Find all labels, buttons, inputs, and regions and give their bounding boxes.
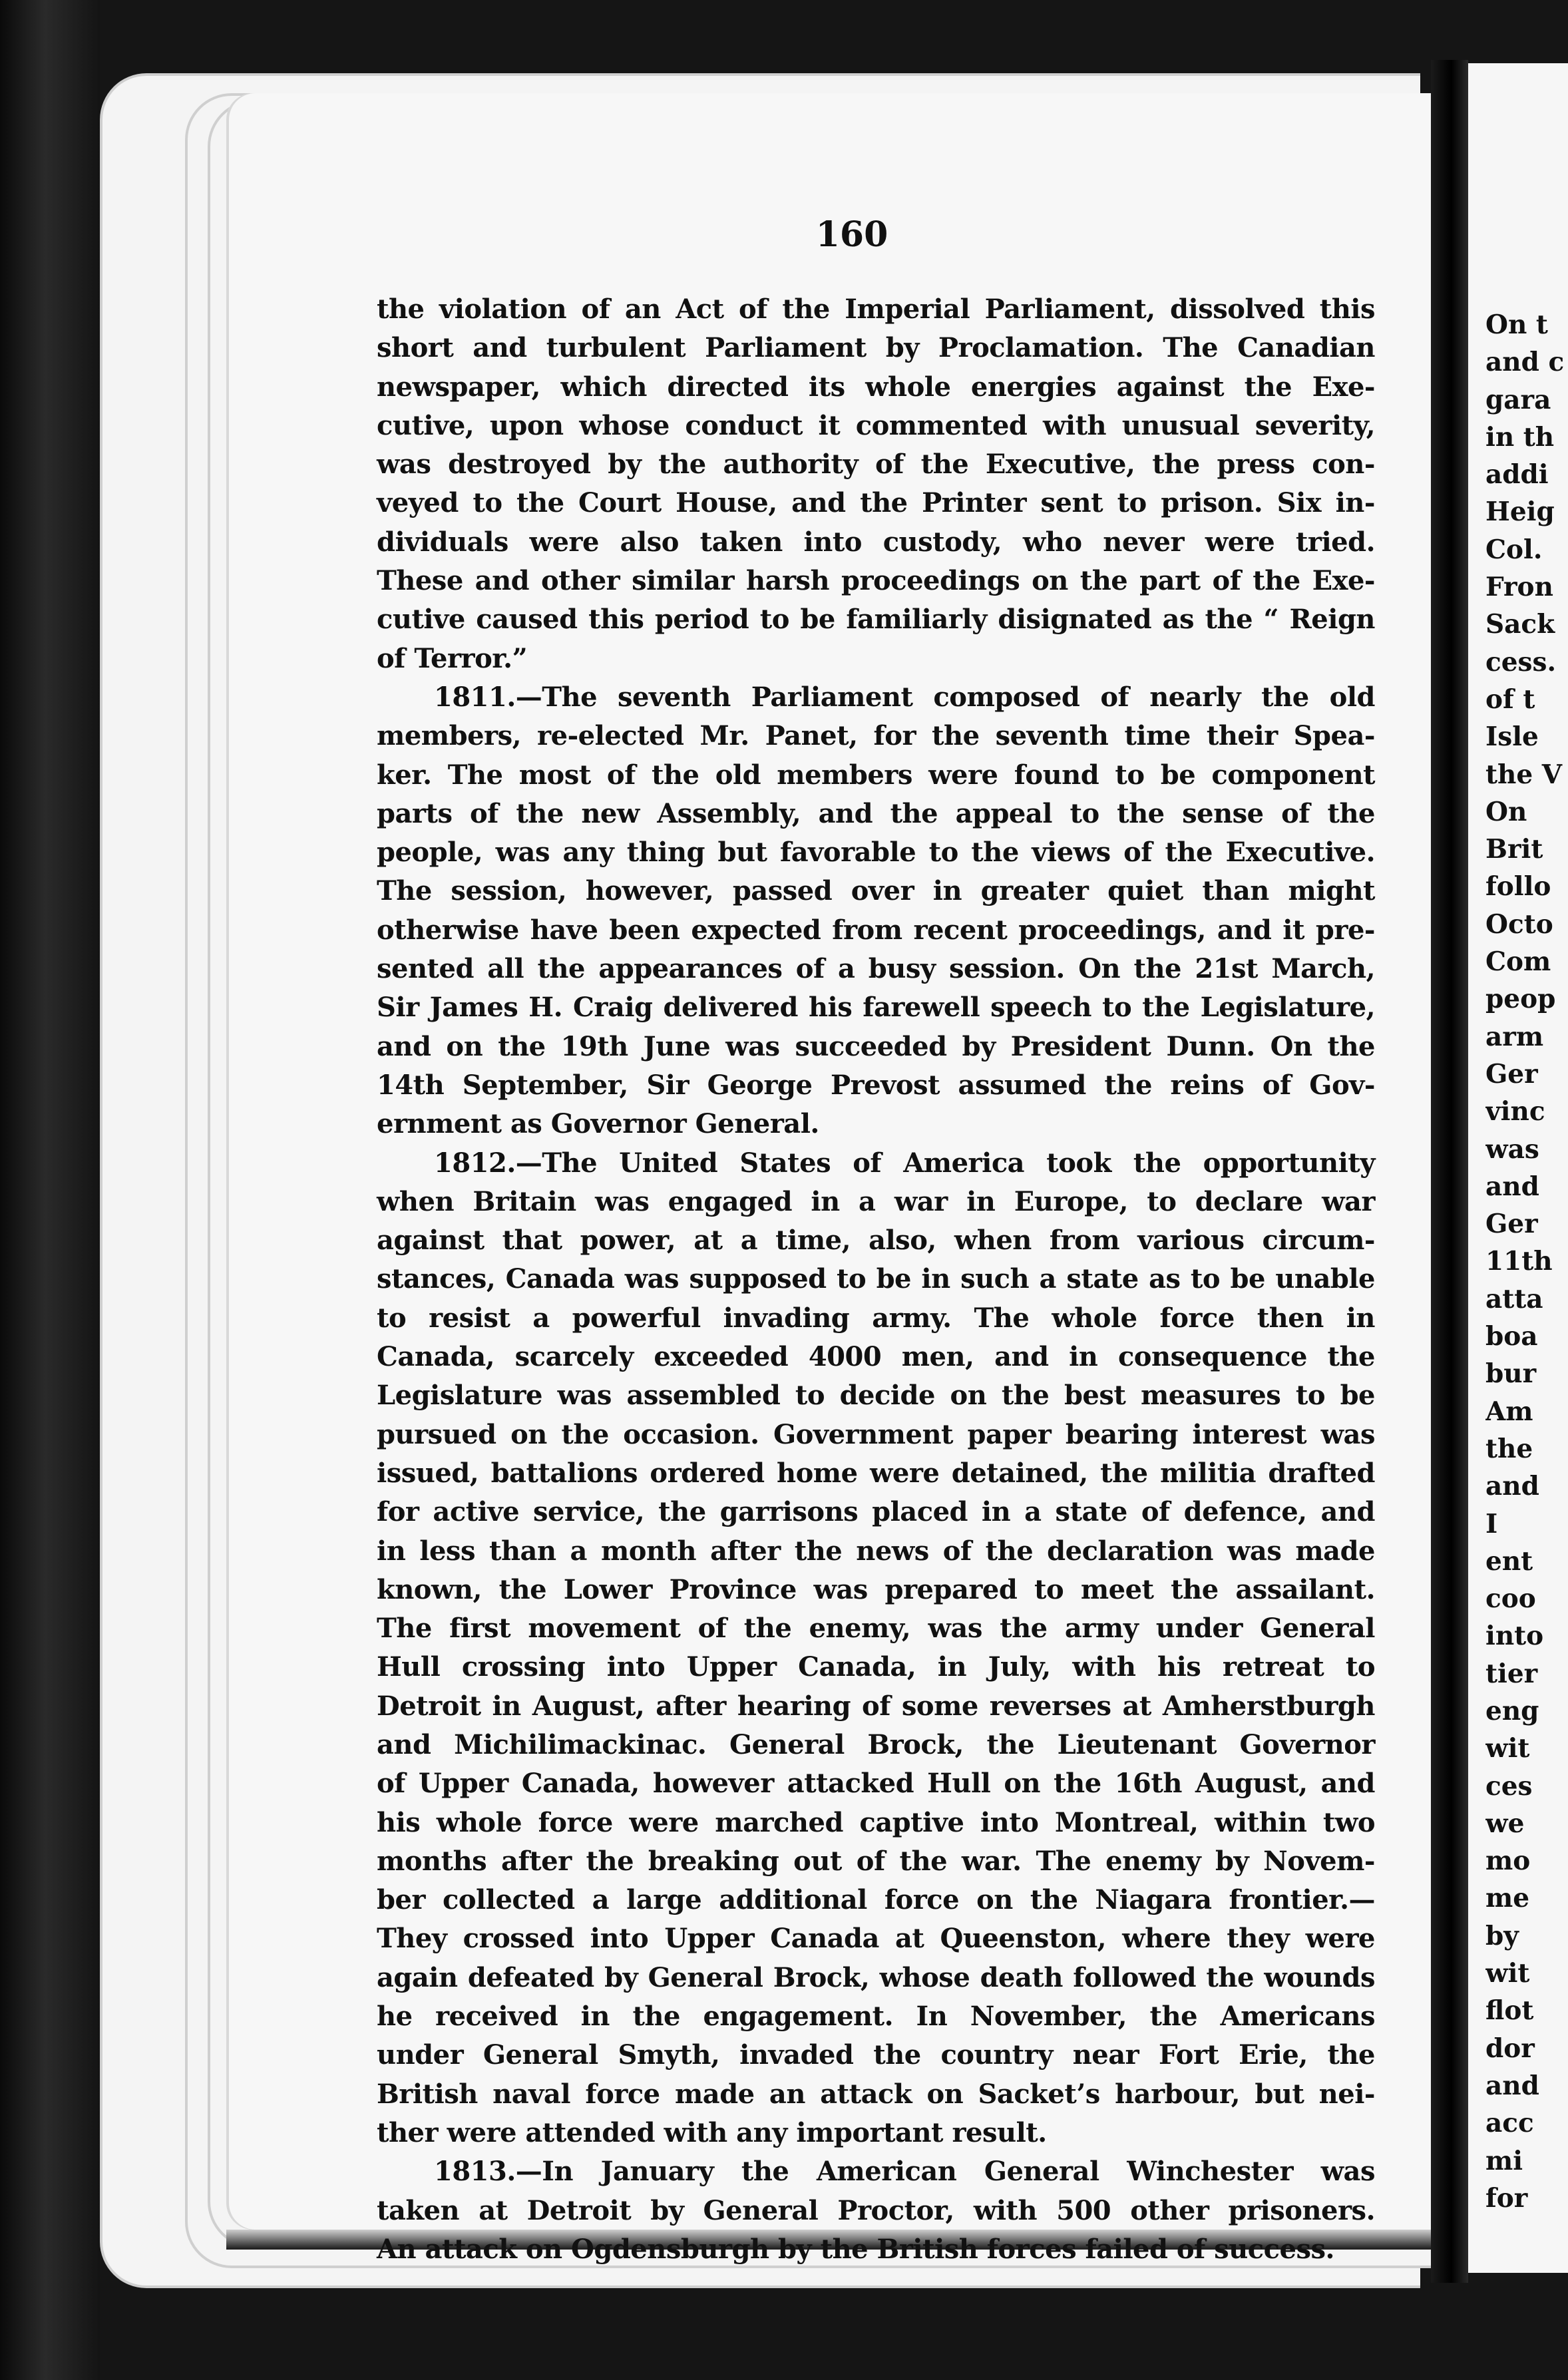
facing-page-fragment: Octo [1485, 908, 1553, 940]
book-spine-shadow [0, 0, 100, 2380]
text-line: An attack on Ogdensburgh by the British forces failed of success. [377, 2233, 1334, 2265]
facing-page-fragment: On t [1485, 309, 1548, 340]
facing-page-fragment: eng [1485, 1695, 1539, 1726]
text-line: issued, battalions ordered home were detained, the militia drafted [377, 1457, 1375, 1489]
facing-page-fragment: bur [1485, 1358, 1537, 1390]
text-line: against that power, at a time, also, when from various circum- [377, 1225, 1375, 1257]
facing-page-fragment: for [1485, 2182, 1528, 2214]
facing-page-fragment: dor [1485, 2033, 1535, 2064]
text-line: and Michilimackinac. General Brock, the Lieutenant Governor [377, 1728, 1375, 1760]
text-line: of Upper Canada, however attacked Hull on the 16th August, and [377, 1768, 1375, 1800]
text-line: Legislature was assembled to decide on the best measures to be [377, 1380, 1375, 1412]
text-line: in less than a month after the news of the declaration was made [377, 1535, 1375, 1567]
facing-page-fragment: Ger [1485, 1209, 1538, 1240]
text-line: for active service, the garrisons placed in a state of defence, and [377, 1496, 1375, 1528]
facing-page-fragment: 11th [1485, 1246, 1553, 1277]
facing-page-fragment: and c [1485, 347, 1565, 378]
facing-page-fragment: me [1485, 1883, 1530, 1914]
text-line: 1812.—The United States of America took the opportunity [434, 1147, 1375, 1179]
text-line: again defeated by General Brock, whose death followed the wounds [377, 1961, 1375, 1993]
facing-page-fragment: vinc [1485, 1096, 1545, 1127]
facing-page-fragment: acc [1485, 2108, 1534, 2139]
facing-page-fragment: by [1485, 1920, 1519, 1951]
text-line: of Terror.” [377, 642, 528, 674]
text-line: cutive caused this period to be familiarly disignated as the “ Reign [377, 604, 1375, 636]
facing-page-fragment: and [1485, 2070, 1539, 2101]
facing-page-fragment: arm [1485, 1021, 1544, 1052]
text-line: veyed to the Court House, and the Printer sent to prison. Six in- [377, 487, 1375, 519]
facing-page-fragment: mi [1485, 2145, 1523, 2176]
facing-page-text-fragments [1485, 306, 1568, 2217]
facing-page-fragment: ent [1485, 1545, 1533, 1577]
text-line: otherwise have been expected from recent proceedings, and it pre- [377, 914, 1375, 946]
facing-page-fragment: the V [1485, 759, 1563, 790]
text-line: Detroit in August, after hearing of some reverses at Amherstburgh [377, 1690, 1375, 1722]
text-line: They crossed into Upper Canada at Queenston, where they were [377, 1923, 1375, 1955]
facing-page-fragment: Ger [1485, 1058, 1538, 1090]
text-line: months after the breaking out of the war. The enemy by Novem- [377, 1845, 1375, 1877]
facing-page-fragment: of t [1485, 684, 1535, 715]
text-line: 1813.—In January the American General Winchester was [434, 2156, 1375, 2188]
text-line: dividuals were also taken into custody, who never were tried. [377, 526, 1375, 558]
facing-page-fragment: Fron [1485, 572, 1553, 603]
facing-page-fragment: was [1485, 1133, 1539, 1165]
text-line: British naval force made an attack on Sacket’s harbour, but nei- [377, 2078, 1375, 2110]
facing-page-fragment: and [1485, 1171, 1539, 1202]
text-line: The session, however, passed over in greater quiet than might [377, 875, 1375, 907]
text-line: The first movement of the enemy, was the army under General [377, 1613, 1375, 1645]
facing-page-fragment: Com [1485, 946, 1551, 978]
facing-page-fragment: flot [1485, 1995, 1534, 2027]
book-gutter [1431, 60, 1468, 2283]
text-line: Sir James H. Craig delivered his farewell speech to the Legislature, [377, 992, 1375, 1024]
text-line: Canada, scarcely exceeded 4000 men, and in consequence the [377, 1341, 1375, 1373]
facing-page-fragment: boa [1485, 1321, 1538, 1352]
facing-page-fragment: Isle [1485, 721, 1539, 753]
text-line: members, re-elected Mr. Panet, for the seventh time their Spea- [377, 720, 1375, 752]
facing-page-fragment: tier [1485, 1658, 1538, 1689]
facing-page-fragment: I [1485, 1508, 1498, 1539]
text-line: ber collected a large additional force on the Niagara frontier.— [377, 1884, 1375, 1916]
text-line: These and other similar harsh proceedings on the part of the Exe- [377, 565, 1375, 597]
facing-page-fragment: wit [1485, 1958, 1530, 1989]
facing-page-fragment: Heig [1485, 496, 1555, 528]
facing-page-fragment: cess. [1485, 646, 1557, 678]
text-line: 14th September, Sir George Prevost assumed the reins of Gov- [377, 1069, 1375, 1101]
facing-page-fragment: gara [1485, 384, 1551, 415]
text-line: people, was any thing but favorable to the views of the Executive. [377, 837, 1375, 869]
facing-page-fragment: Sack [1485, 609, 1555, 640]
text-line: was destroyed by the authority of the Executive, the press con- [377, 449, 1375, 481]
text-line: newspaper, which directed its whole energies against the Exe- [377, 371, 1375, 403]
text-line: taken at Detroit by General Proctor, with 500 other prisoners. [377, 2194, 1375, 2226]
text-line: pursued on the occasion. Government paper bearing interest was [377, 1418, 1375, 1450]
facing-page-fragment: atta [1485, 1283, 1543, 1314]
text-line: known, the Lower Province was prepared to meet the assailant. [377, 1573, 1375, 1605]
facing-page-fragment: and [1485, 1471, 1539, 1502]
text-line: Hull crossing into Upper Canada, in July, with his retreat to [377, 1651, 1375, 1683]
facing-page-fragment: Col. [1485, 534, 1543, 565]
facing-page-fragment: wit [1485, 1733, 1530, 1764]
text-line: when Britain was engaged in a war in Europe, to declare war [377, 1185, 1375, 1217]
facing-page-fragment: ces [1485, 1770, 1533, 1802]
text-line: parts of the new Assembly, and the appeal to the sense of the [377, 797, 1375, 829]
facing-page-fragment: addi [1485, 459, 1549, 491]
facing-page-fragment: On [1485, 796, 1527, 827]
facing-page-fragment: into [1485, 1621, 1544, 1652]
text-line: ther were attended with any important result. [377, 2116, 1047, 2148]
facing-page-fragment: coo [1485, 1583, 1536, 1615]
text-line: ker. The most of the old members were found to be component [377, 759, 1375, 791]
text-line: and on the 19th June was succeeded by President Dunn. On the [377, 1030, 1375, 1062]
text-line: he received in the engagement. In November, the Americans [377, 2001, 1375, 2033]
text-line: the violation of an Act of the Imperial Parliament, dissolved this [377, 294, 1375, 325]
text-line: ernment as Governor General. [377, 1108, 819, 1140]
facing-page-fragment: the [1485, 1433, 1533, 1464]
text-line: stances, Canada was supposed to be in such a state as to be unable [377, 1263, 1375, 1295]
text-line: cutive, upon whose conduct it commented with unusual severity, [377, 409, 1375, 441]
facing-page-fragment: peop [1485, 984, 1556, 1015]
facing-page-fragment: follo [1485, 871, 1551, 902]
text-line: under General Smyth, invaded the country near Fort Erie, the [377, 2039, 1375, 2071]
text-line: short and turbulent Parliament by Proclamation. The Canadian [377, 332, 1375, 364]
facing-page-fragment: Am [1485, 1396, 1533, 1427]
page-body-text [377, 290, 1375, 2269]
text-line: 1811.—The seventh Parliament composed of nearly the old [434, 681, 1375, 713]
text-line: to resist a powerful invading army. The whole force then in [377, 1302, 1375, 1334]
text-line: sented all the appearances of a busy session. On the 21st March, [377, 953, 1375, 985]
text-line: his whole force were marched captive into Montreal, within two [377, 1806, 1375, 1838]
facing-page-fragment: we [1485, 1808, 1525, 1839]
facing-page-fragment: mo [1485, 1846, 1531, 1877]
facing-page-fragment: Brit [1485, 834, 1543, 865]
facing-page-fragment: in th [1485, 421, 1555, 453]
page-number: 160 [815, 214, 888, 255]
